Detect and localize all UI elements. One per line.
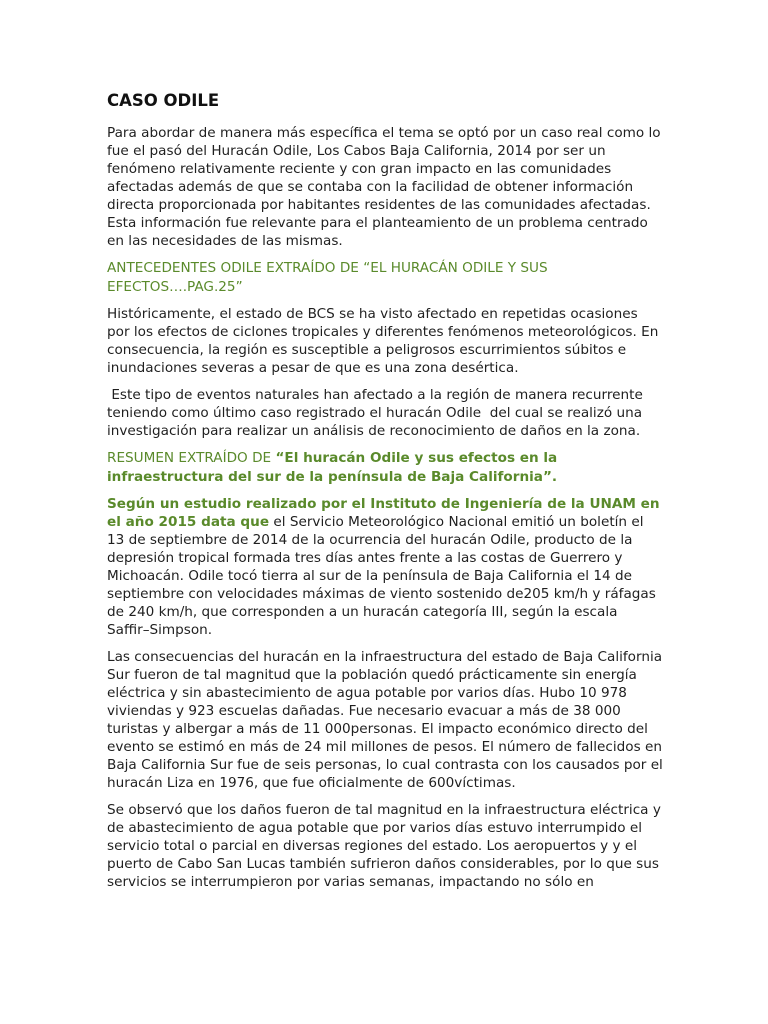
study-intro-highlight: Según un estudio realizado por el Instituto de Ingeniería de la UNAM en el año 2015 data que: [107, 496, 660, 530]
resumen-heading-prefix: RESUMEN EXTRAÍDO DE: [107, 450, 276, 466]
document-title: CASO ODILE: [107, 91, 220, 110]
study-body: el Servicio Meteorológico Nacional emitió un boletín el 13 de septiembre de 2014 de la ocurrencia del huracán Odile, producto de la depresión tropical formada tres días antes frente a las costas de Guerrero y Michoacán. Odile tocó tierra al sur de la península de Baja California el 14 de septiembre con velocidades máximas de viento sostenido de205 km/h y ráfagas de 240 km/h, que corresponden a un huracán categoría III, según la escala Saffir–Simpson.: [107, 514, 661, 638]
intro-paragraph: Para abordar de manera más específica el tema se optó por un caso real como lo fue el pasó del Huracán Odile, Los Cabos Baja California, 2014 por ser un fenómeno relativamente reciente y con gran impacto en las comunidades afectadas además de que se contaba con la facilidad de obtener información directa proporcionada por habitantes residentes de las comunidades afectadas. Esta información fue relevante para el planteamiento de un problema centrado en las necesidades de las mismas.: [107, 125, 661, 249]
resumen-heading-source: “El huracán Odile y sus efectos en la infraestructura del sur de la península de Baja California”.: [107, 450, 558, 485]
section-heading-antecedentes: ANTECEDENTES ODILE EXTRAÍDO DE “EL HURACÁN ODILE Y SUS EFECTOS….PAG.25”: [107, 260, 548, 295]
damage-paragraph: Se observó que los daños fueron de tal magnitud en la infraestructura eléctrica y de abastecimiento de agua potable que por varios días estuvo interrumpido el servicio total o parcial en diversas regiones del estado. Los aeropuertos y y el puerto de Cabo San Lucas también sufrieron daños considerables, por lo que sus servicios se interrumpieron por varias semanas, impactando no sólo en: [107, 802, 661, 890]
history-paragraph: Históricamente, el estado de BCS se ha visto afectado en repetidas ocasiones por los efectos de ciclones tropicales y diferentes fenómenos meteorológicos. En consecuencia, la región es susceptible a peligrosos escurrimientos súbitos e inundaciones severas a pesar de que es una zona desértica.: [107, 306, 659, 376]
events-paragraph: Este tipo de eventos naturales han afectado a la región de manera recurrente teniendo como último caso registrado el huracán Odile del cual se realizó una investigación para realizar un análisis de reconocimiento de daños en la zona.: [107, 387, 648, 439]
consequences-paragraph: Las consecuencias del huracán en la infraestructura del estado de Baja California Sur fueron de tal magnitud que la población quedó prácticamente sin energía eléctrica y sin abastecimiento de agua potable por varios días. Hubo 10 978 viviendas y 923 escuelas dañadas. Fue necesario evacuar a más de 38 000 turistas y albergar a más de 11 000personas. El impacto económico directo del evento se estimó en más de 24 mil millones de pesos. El número de fallecidos en Baja California Sur fue de seis personas, lo cual contrasta con los causados por el huracán Liza en 1976, que fue oficialmente de 600víctimas.: [107, 649, 663, 791]
section-heading-resumen: [107, 449, 663, 486]
document-page: [107, 88, 663, 891]
study-paragraph: [107, 495, 663, 639]
